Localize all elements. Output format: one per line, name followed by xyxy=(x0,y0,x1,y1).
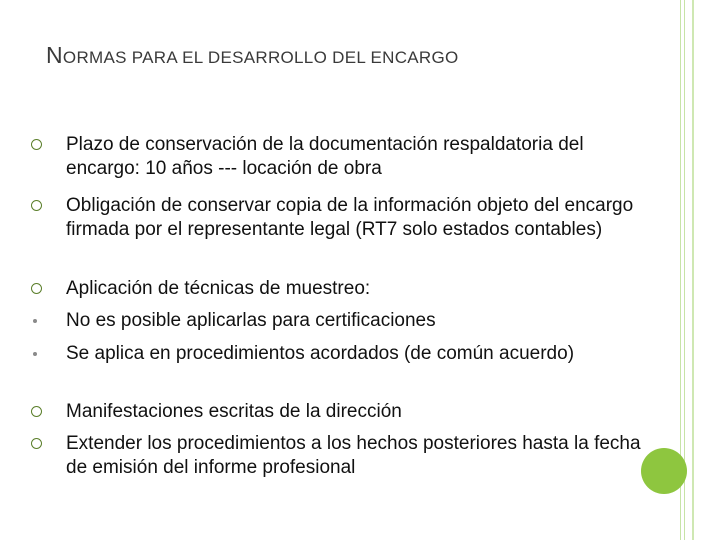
bullet-text: Aplicación de técnicas de muestreo: xyxy=(66,278,371,299)
title-initial: N xyxy=(46,42,63,68)
dot-bullet-icon xyxy=(30,309,50,333)
slide-title xyxy=(46,42,646,69)
ring-bullet-icon xyxy=(30,133,50,157)
bullet-text: Extender los procedimientos a los hechos posteriores hasta la fecha de emisión del informe profesional xyxy=(66,433,641,478)
bullet-item xyxy=(66,342,646,366)
decorative-vertical-line xyxy=(692,0,694,540)
ring-bullet-icon xyxy=(30,194,50,218)
bullet-item xyxy=(66,400,646,424)
bullet-item xyxy=(66,277,646,301)
bullet-item xyxy=(66,133,646,181)
bullet-text: Se aplica en procedimientos acordados (de común acuerdo) xyxy=(66,343,575,364)
bullet-item xyxy=(66,194,646,242)
dot-bullet-icon xyxy=(30,342,50,366)
bullet-item xyxy=(66,309,646,333)
bullet-item xyxy=(66,432,646,480)
ring-bullet-icon xyxy=(30,432,50,456)
bullet-text: Manifestaciones escritas de la dirección xyxy=(66,401,402,422)
ring-bullet-icon xyxy=(30,277,50,301)
title-text: ORMAS PARA EL DESARROLLO DEL ENCARGO xyxy=(62,48,459,67)
bullet-text: No es posible aplicarlas para certificaciones xyxy=(66,310,436,331)
decorative-green-circle xyxy=(641,448,687,494)
bullet-text: Plazo de conservación de la documentación respaldatoria del encargo: 10 años --- locación de obra xyxy=(66,134,584,179)
bullet-text: Obligación de conservar copia de la información objeto del encargo firmada por el representante legal (RT7 solo estados contables) xyxy=(66,195,634,240)
ring-bullet-icon xyxy=(30,400,50,424)
